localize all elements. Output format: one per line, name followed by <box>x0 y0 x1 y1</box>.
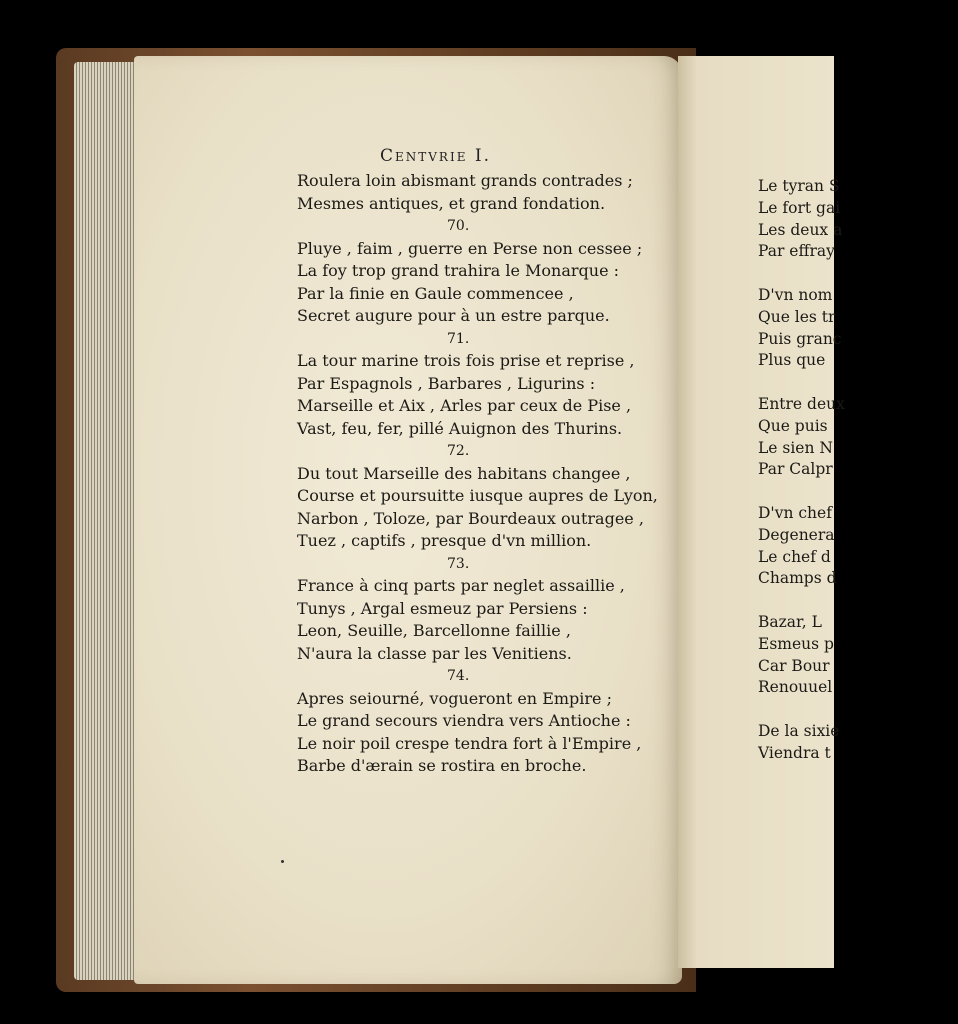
verse-line: Apres seiourné, vogueront en Empire ; <box>297 688 612 708</box>
verse-line-partial: Entre deux <box>758 394 845 413</box>
right-page <box>678 56 845 968</box>
verse-line: Pluye , faim , guerre en Perse non cessee ; <box>297 238 643 258</box>
verse-line: La foy trop grand trahira le Monarque : <box>297 261 620 280</box>
verse-line-partial: Le tyran S <box>758 177 840 195</box>
running-head: Centvrie I. <box>380 146 491 166</box>
stanza-gap <box>758 590 958 612</box>
verse-line: La tour marine trois fois prise et reprise , <box>297 351 635 370</box>
verse-line-partial: Puis granc <box>758 329 842 348</box>
verse-line-partial: Que puis <box>758 416 828 435</box>
quatrain-number: 71. <box>447 330 470 347</box>
verse-line: Du tout Marseille des habitans changee , <box>297 463 631 483</box>
verse-line: France à cinq parts par neglet assaillie , <box>297 576 625 595</box>
verse-line-partial: Le chef d <box>758 547 831 566</box>
quatrain-number: 72. <box>447 443 470 459</box>
verse-line: Par la finie en Gaule commencee , <box>297 283 574 303</box>
verse-line-partial: Par effray <box>758 242 835 261</box>
verse-line-partial: Viendra t <box>758 743 831 762</box>
verse-line: Secret augure pour à un estre parque. <box>297 306 610 325</box>
verse-line: Barbe d'ærain se rostira en broche. <box>297 756 587 775</box>
verse-line: Marseille et Aix , Arles par ceux de Pise , <box>297 396 632 415</box>
page-edges <box>74 62 140 980</box>
quatrain-number: 70. <box>447 218 470 234</box>
left-page-lines <box>297 170 677 778</box>
verse-line-partial: Champs d <box>758 569 837 588</box>
right-page-lines <box>758 176 958 765</box>
verse-line-partial: Bazar, L <box>758 612 822 631</box>
verse-line-partial: Par Calpr <box>758 460 833 479</box>
ink-speck <box>281 860 284 863</box>
verse-line: Tuez , captifs , presque d'vn million. <box>297 531 592 550</box>
verse-line: Leon, Seuille, Barcellonne faillie , <box>297 621 571 640</box>
stanza-gap <box>758 481 958 503</box>
verse-line-partial: Le sien N <box>758 438 833 457</box>
stanza-gap <box>758 699 958 721</box>
quatrain-number: 73. <box>447 555 470 572</box>
verse-line-partial: Les deux a <box>758 220 843 239</box>
verse-line-partial: D'vn chef <box>758 503 832 522</box>
quatrain-number: 74. <box>447 668 470 684</box>
verse-line: Roulera loin abismant grands contrades ; <box>297 171 633 190</box>
verse-line-partial: Esmeus p <box>758 634 834 653</box>
verse-line: Tunys , Argal esmeuz par Persiens : <box>297 598 588 618</box>
verse-line-partial: Renouuel <box>758 678 833 697</box>
verse-line: Vast, feu, fer, pillé Auignon des Thurins. <box>297 418 623 438</box>
verse-line: Le noir poil crespe tendra fort à l'Empire , <box>297 733 642 753</box>
verse-line: N'aura la classe par les Venitiens. <box>297 643 572 663</box>
stanza-gap <box>758 372 958 394</box>
verse-line: Par Espagnols , Barbares , Ligurins : <box>297 373 596 393</box>
verse-line: Mesmes antiques, et grand fondation. <box>297 193 606 213</box>
verse-line-partial: Le fort gai <box>758 198 841 217</box>
verse-line-partial: Degenera <box>758 525 835 544</box>
verse-line-partial: Car Bour <box>758 656 830 675</box>
stanza-gap <box>758 263 958 285</box>
verse-line-partial: Que les tr <box>758 307 836 326</box>
verse-line-partial: D'vn nom <box>758 285 833 304</box>
verse-line-partial: De la sixie <box>758 721 840 740</box>
verse-line: Narbon , Toloze, par Bourdeaux outragee , <box>297 508 644 528</box>
verse-line-partial: Plus que <box>758 351 826 370</box>
verse-line: Le grand secours viendra vers Antioche : <box>297 711 631 730</box>
verse-line: Course et poursuitte iusque aupres de Lyon, <box>297 486 658 505</box>
